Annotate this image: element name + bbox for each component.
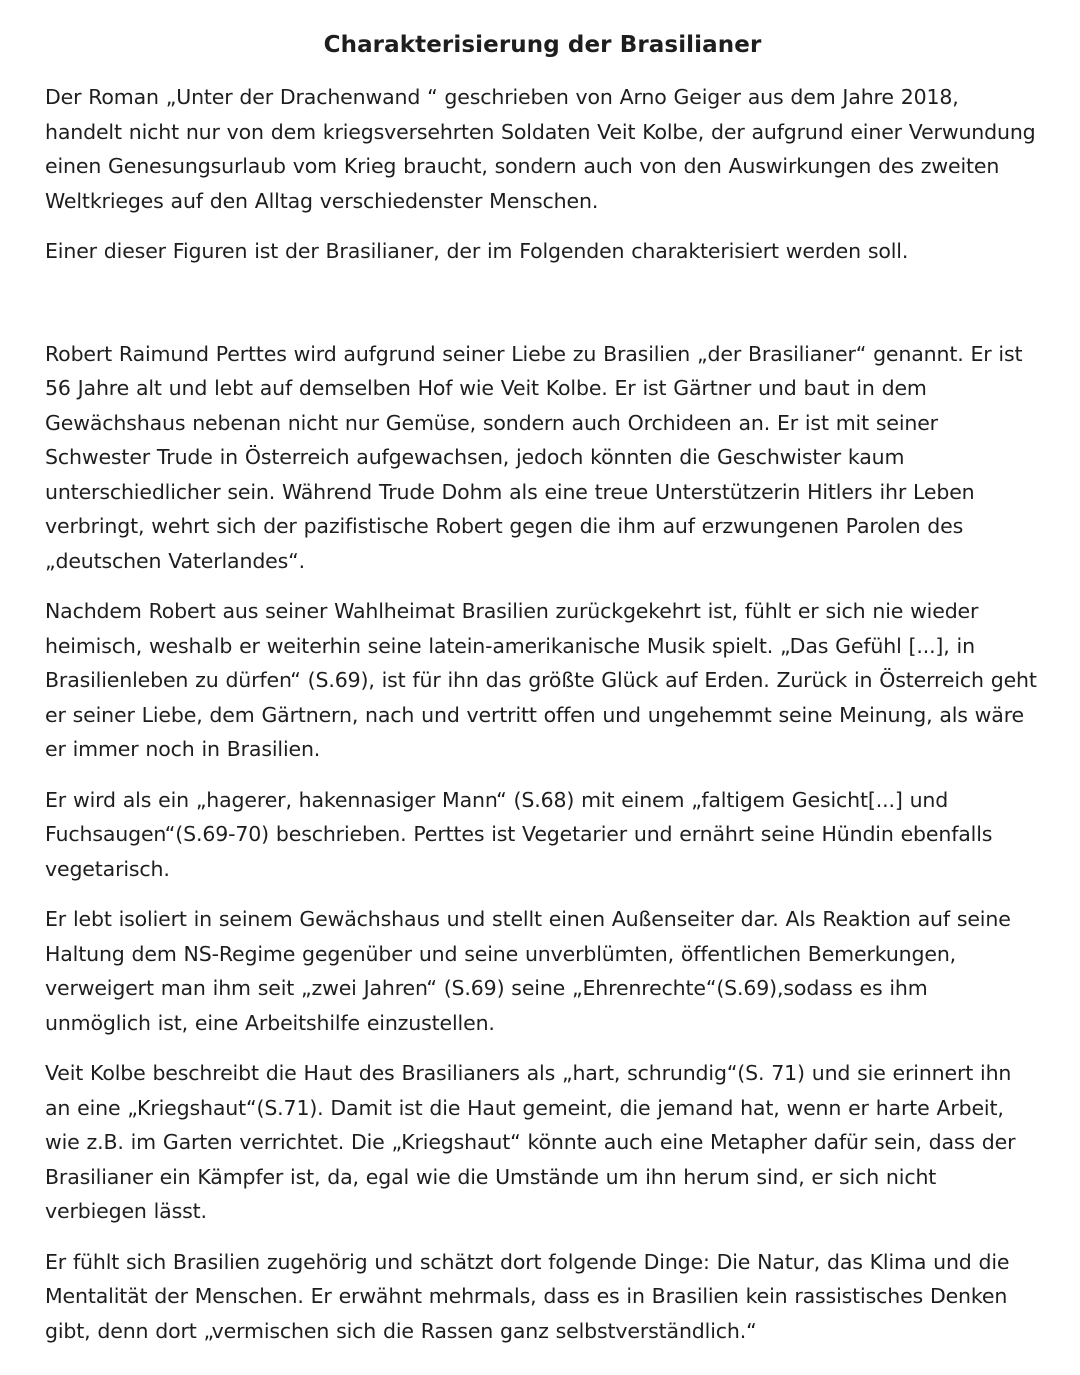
- paragraph-homeland: Nachdem Robert aus seiner Wahlheimat Brasilien zurückgekehrt ist, fühlt er sich nie wieder heimisch, weshalb er weiterhin seine latein-amerikanische Musik spielt. „Das Gefühl [...], in Brasilienleben zu dürfen“ (S.69), ist für ihn das größte Glück auf Erden. Zurück in Österreich geht er seiner Liebe, dem Gärtnern, nach und vertritt offen und ungehemmt seine Meinung, als wäre er immer noch in Brasilien.: [45, 599, 1037, 761]
- paragraph-appearance: Er wird als ein „hagerer, hakennasiger Mann“ (S.68) mit einem „faltigem Gesicht[...] und Fuchsaugen“(S.69-70) beschrieben. Perttes ist Vegetarier und ernährt seine Hündin ebenfalls vegetarisch.: [45, 787, 993, 881]
- paragraph-isolation: Er lebt isoliert in seinem Gewächshaus und stellt einen Außenseiter dar. Als Reaktion auf seine Haltung dem NS-Regime gegenüber und seine unverblümten, öffentlichen Bemerkungen, verweigert man ihm seit „zwei Jahren“ (S.69) seine „Ehrenrechte“(S.69),sodass es ihm unmöglich ist, eine Arbeitshilfe einzustellen.: [45, 907, 1011, 1035]
- paragraph-belonging: Er fühlt sich Brasilien zugehörig und schätzt dort folgende Dinge: Die Natur, das Klima und die Mentalität der Menschen. Er erwähnt mehrmals, dass es in Brasilien kein rassistisches Denken gibt, denn dort „vermischen sich die Rassen ganz selbstverständlich.“: [45, 1249, 1010, 1343]
- document-title: Charakterisierung der Brasilianer: [323, 32, 762, 58]
- blank-spacer: [45, 285, 1040, 337]
- paragraph-thesis: Einer dieser Figuren ist der Brasilianer, der im Folgenden charakterisiert werden soll.: [45, 239, 909, 263]
- paragraph-intro: Der Roman „Unter der Drachenwand “ geschrieben von Arno Geiger aus dem Jahre 2018, handelt nicht nur von dem kriegsversehrten Soldaten Veit Kolbe, der aufgrund einer Verwundung einen Genesungsurlaub vom Krieg braucht, sondern auch von den Auswirkungen des zweiten Weltkrieges auf den Alltag verschiedenster Menschen.: [45, 85, 1036, 213]
- paragraph-skin: Veit Kolbe beschreibt die Haut des Brasilianers als „hart, schrundig“(S. 71) und sie erinnert ihn an eine „Kriegshaut“(S.71). Damit ist die Haut gemeint, die jemand hat, wenn er harte Arbeit, wie z.B. im Garten verrichtet. Die „Kriegshaut“ könnte auch eine Metapher dafür sein, dass der Brasilianer ein Kämpfer ist, da, egal wie die Umstände um ihn herum sind, er sich nicht verbiegen lässt.: [45, 1061, 1016, 1223]
- paragraph-background: Robert Raimund Perttes wird aufgrund seiner Liebe zu Brasilien „der Brasilianer“ genannt. Er ist 56 Jahre alt und lebt auf demselben Hof wie Veit Kolbe. Er ist Gärtner und baut in dem Gewächshaus nebenan nicht nur Gemüse, sondern auch Orchideen an. Er ist mit seiner Schwester Trude in Österreich aufgewachsen, jedoch könnten die Geschwister kaum unterschiedlicher sein. Während Trude Dohm als eine treue Unterstützerin Hitlers ihr Leben verbringt, wehrt sich der pazifistische Robert gegen die ihm auf erzwungenen Parolen des „deutschen Vaterlandes“.: [45, 341, 1023, 573]
